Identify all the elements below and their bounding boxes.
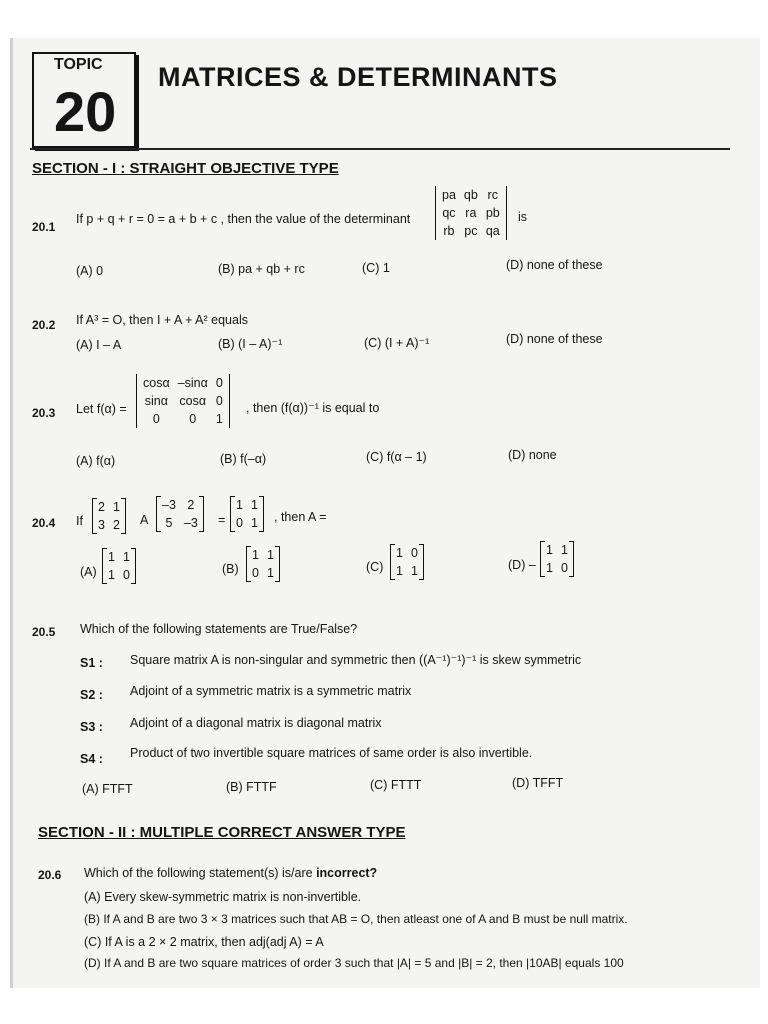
q5-number: 20.5 [32,625,56,639]
mat-cell: 1 [250,498,258,512]
q4-option-d-matrix [540,541,574,577]
q2-option-d: (D) none of these [506,332,603,346]
q4-a: A [140,513,149,527]
det-cell: rb [443,224,455,238]
q1-suffix: is [518,210,528,224]
q4-equals: = [218,513,226,527]
topic-label: TOPIC [54,56,103,73]
q4-number: 20.4 [32,516,56,530]
q3-option-c: (C) f(α – 1) [366,450,427,464]
q4-option-c-matrix [390,544,424,580]
q5-s1-label: S1 : [80,656,103,670]
q4-option-d-label: (D) – [508,558,536,572]
mat-cell: 1 [396,546,403,560]
q1-option-a: (A) 0 [76,264,104,278]
q1-number: 20.1 [32,220,56,234]
det-cell: qc [442,206,456,220]
mat-cell: 1 [122,550,130,564]
q4-if: If [76,514,83,528]
q3-option-b: (B) f(–α) [220,452,267,466]
q5-option-b: (B) FTTF [226,780,277,794]
q4-option-c-label: (C) [366,560,384,574]
q5-s4-text: Product of two invertible square matrices of same order is also invertible. [130,746,533,760]
det-cell: 0 [152,412,160,426]
mat-cell: 1 [108,550,115,564]
topic-box [32,52,136,148]
mat-cell: 1 [266,566,274,580]
mat-cell: 2 [187,498,195,512]
q6-option-c: (C) If A is a 2 × 2 matrix, then adj(adj A) = A [84,935,324,949]
det-cell: rc [487,188,498,202]
q2-option-a: (A) I – A [76,338,122,352]
det-cell: pa [442,188,456,202]
mat-cell: 2 [112,518,120,532]
mat-cell: 0 [252,566,259,580]
question-sheet [10,38,760,988]
q1-determinant [435,186,507,240]
q3-option-a: (A) f(α) [76,454,116,468]
q4-option-a-label: (A) [80,565,97,579]
q3-prefix: Let f(α) = [76,402,127,416]
q4-matrix-3 [230,496,264,532]
mat-cell: 0 [236,516,243,530]
header-rule [30,148,730,150]
q2-option-c: (C) (I + A)⁻¹ [364,336,430,350]
det-cell: qa [485,224,500,238]
det-cell: pc [464,224,478,238]
mat-cell: 1 [112,500,120,514]
mat-cell: 1 [252,548,259,562]
q5-s4-label: S4 : [80,752,103,766]
q4-option-b-label: (B) [222,562,239,576]
mat-cell: 2 [98,500,105,514]
q2-option-b: (B) (I – A)⁻¹ [218,337,283,351]
det-cell: ra [465,206,477,220]
q6-option-d: (D) If A and B are two square matrices of order 3 such that |A| = 5 and |B| = 2, then |10AB| equals 100 [84,956,624,970]
mat-cell: 3 [98,518,105,532]
mat-cell: 5 [165,516,173,530]
chapter-title: MATRICES & DETERMINANTS [158,62,558,92]
q6-text: Which of the following statement(s) is/are [84,866,313,880]
mat-cell: 0 [560,561,568,575]
mat-cell: 0 [122,568,130,582]
mat-cell: 1 [266,548,274,562]
det-cell: sinα [144,394,168,408]
det-cell: qb [463,188,478,202]
mat-cell: 0 [410,546,418,560]
q3-option-d: (D) none [508,448,557,462]
q6-option-a: (A) Every skew-symmetric matrix is non-invertible. [84,890,362,904]
mat-cell: –3 [183,516,198,530]
q5-option-d: (D) TFFT [512,776,564,790]
q4-suffix: , then A = [274,510,327,524]
q4-matrix-2 [156,496,204,532]
det-cell: 0 [189,412,197,426]
q5-s1-text: Square matrix A is non-singular and symmetric then ((A⁻¹)⁻¹)⁻¹ is skew symmetric [130,653,582,667]
q5-text: Which of the following statements are True/False? [80,622,358,636]
q3-determinant [136,374,230,428]
section-2-title: SECTION - II : MULTIPLE CORRECT ANSWER TYPE [38,824,406,841]
det-cell: cosα [179,394,207,408]
q2-text: If A³ = O, then I + A + A² equals [76,313,248,327]
q5-option-c: (C) FTTT [370,778,422,792]
q4-option-a-matrix [102,548,136,584]
det-cell: 0 [215,376,223,390]
q5-s3-text: Adjoint of a diagonal matrix is diagonal matrix [130,716,382,730]
det-cell: 0 [215,394,223,408]
q3-suffix: , then (f(α))⁻¹ is equal to [246,401,380,415]
q1-option-b: (B) pa + qb + rc [218,262,305,276]
q6-number: 20.6 [38,868,62,882]
q1-option-c: (C) 1 [362,261,390,275]
q5-s3-label: S3 : [80,720,103,734]
q6-option-b: (B) If A and B are two 3 × 3 matrices such that AB = O, then atleast one of A and B must be null matrix. [84,912,628,926]
mat-cell: 1 [546,543,553,557]
page-edge [10,38,13,988]
q3-number: 20.3 [32,406,56,420]
q5-option-a: (A) FTFT [82,782,133,796]
det-cell: pb [485,206,500,220]
q1-option-d: (D) none of these [506,258,603,272]
q6-emphasis: incorrect? [316,866,378,880]
q4-option-b-matrix [246,546,280,582]
mat-cell: –3 [162,498,176,512]
mat-cell: 1 [108,568,115,582]
topic-number: 20 [54,80,117,143]
q5-s2-text: Adjoint of a symmetric matrix is a symmetric matrix [130,684,412,698]
det-cell: –sinα [177,376,208,390]
q2-number: 20.2 [32,318,56,332]
det-cell: 1 [215,412,223,426]
det-cell: cosα [143,376,170,390]
mat-cell: 1 [410,564,418,578]
section-1-title: SECTION - I : STRAIGHT OBJECTIVE TYPE [32,160,339,177]
q4-matrix-1 [92,498,126,534]
mat-cell: 1 [546,561,553,575]
mat-cell: 1 [250,516,258,530]
mat-cell: 1 [396,564,403,578]
mat-cell: 1 [236,498,243,512]
mat-cell: 1 [560,543,568,557]
q6-text-line [84,866,377,880]
q5-s2-label: S2 : [80,688,103,702]
q1-text: If p + q + r = 0 = a + b + c , then the value of the determinant [76,212,411,226]
